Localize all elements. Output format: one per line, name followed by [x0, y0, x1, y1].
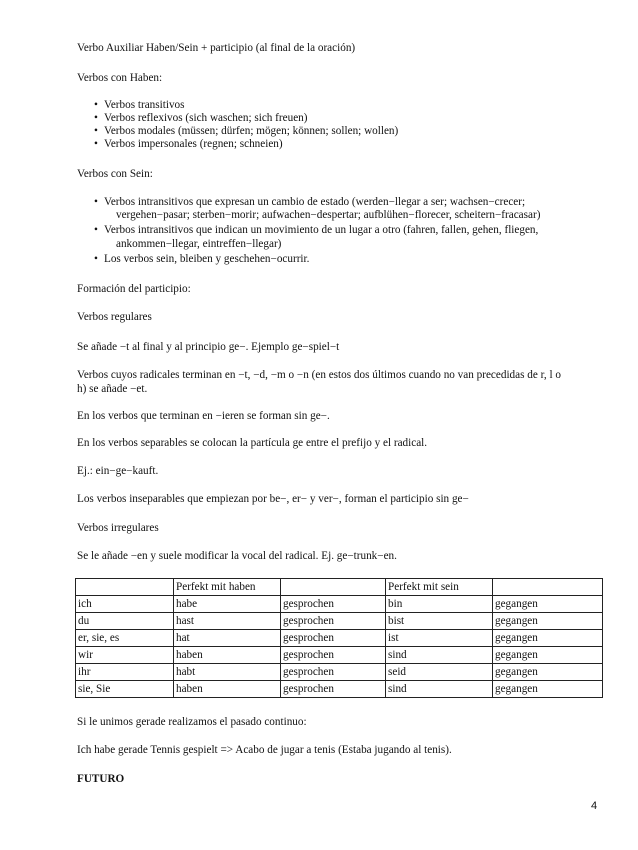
- table-cell: haben: [174, 681, 281, 698]
- table-cell: ich: [76, 596, 174, 613]
- table-cell: gesprochen: [281, 647, 386, 664]
- table-cell: gesprochen: [281, 613, 386, 630]
- table-cell: gesprochen: [281, 681, 386, 698]
- table-cell: du: [76, 613, 174, 630]
- table-cell: bin: [386, 596, 493, 613]
- table-cell: gegangen: [493, 596, 603, 613]
- formacion-title: Formación del participio:: [77, 283, 191, 295]
- sein-item: • Los verbos sein, bleiben y geschehen−ocurrir.: [104, 253, 309, 266]
- table-cell: gesprochen: [281, 596, 386, 613]
- sein-item-cont: ankommen−llegar, eintreffen−llegar): [116, 238, 282, 250]
- haben-title: Verbos con Haben:: [77, 72, 163, 84]
- table-cell: ist: [386, 630, 493, 647]
- table-row: [76, 664, 603, 681]
- haben-item: • Verbos reflexivos (sich waschen; sich freuen): [104, 112, 307, 125]
- section-heading-futuro: FUTURO: [77, 773, 125, 785]
- table-cell: gesprochen: [281, 630, 386, 647]
- table-row: [76, 647, 603, 664]
- table-cell: er, sie, es: [76, 630, 174, 647]
- sein-title: Verbos con Sein:: [77, 168, 153, 180]
- table-header-cell: Perfekt mit sein: [386, 579, 493, 596]
- table-header-cell: [281, 579, 386, 596]
- table-cell: haben: [174, 647, 281, 664]
- table-row: [76, 596, 603, 613]
- perfekt-table: [75, 578, 603, 698]
- table-cell: gesprochen: [281, 664, 386, 681]
- haben-item: • Verbos transitivos: [104, 99, 184, 112]
- paragraph: Se añade −t al final y al principio ge−. Ejemplo ge−spiel−t: [77, 341, 340, 353]
- page-number: 4: [591, 800, 598, 812]
- paragraph: En los verbos separables se colocan la partícula ge entre el prefijo y el radical.: [77, 437, 428, 449]
- table-cell: habe: [174, 596, 281, 613]
- table-cell: ihr: [76, 664, 174, 681]
- paragraph: Se le añade −en y suele modificar la vocal del radical. Ej. ge−trunk−en.: [77, 550, 397, 562]
- sein-item-cont: vergehen−pasar; sterben−morir; aufwachen−despertar; aufblühen−florecer, scheitern−fracasar): [116, 209, 541, 221]
- table-row: [76, 630, 603, 647]
- table-cell: sie, Sie: [76, 681, 174, 698]
- table-header-cell: [76, 579, 174, 596]
- table-cell: sind: [386, 681, 493, 698]
- sein-item: • Verbos intransitivos que indican un movimiento de un lugar a otro (fahren, fallen, gehen, fliegen,: [104, 224, 538, 237]
- table-cell: seid: [386, 664, 493, 681]
- irregulares-title: Verbos irregulares: [77, 522, 159, 534]
- heading: Verbo Auxiliar Haben/Sein + participio (al final de la oración): [77, 42, 356, 54]
- table-header-row: [76, 579, 603, 596]
- table-cell: gegangen: [493, 630, 603, 647]
- table-cell: sind: [386, 647, 493, 664]
- table-cell: bist: [386, 613, 493, 630]
- paragraph: Ich habe gerade Tennis gespielt => Acabo de jugar a tenis (Estaba jugando al tenis).: [77, 744, 452, 756]
- paragraph: Si le unimos gerade realizamos el pasado continuo:: [77, 716, 307, 728]
- table-cell: hast: [174, 613, 281, 630]
- paragraph: En los verbos que terminan en −ieren se forman sin ge−.: [77, 410, 330, 422]
- table-header-cell: Perfekt mit haben: [174, 579, 281, 596]
- table-header-cell: [493, 579, 603, 596]
- table-cell: gegangen: [493, 664, 603, 681]
- table-cell: gegangen: [493, 613, 603, 630]
- table-cell: gegangen: [493, 681, 603, 698]
- paragraph: Los verbos inseparables que empiezan por be−, er− y ver−, forman el participio sin ge−: [77, 493, 469, 505]
- table-row: [76, 681, 603, 698]
- table-cell: wir: [76, 647, 174, 664]
- haben-item: • Verbos impersonales (regnen; schneien): [104, 138, 283, 151]
- table-cell: habt: [174, 664, 281, 681]
- haben-item: • Verbos modales (müssen; dürfen; mögen; können; sollen; wollen): [104, 125, 398, 138]
- table-cell: hat: [174, 630, 281, 647]
- paragraph: Ej.: ein−ge−kauft.: [77, 465, 159, 477]
- regulares-title: Verbos regulares: [77, 311, 152, 323]
- table-row: [76, 613, 603, 630]
- table-cell: gegangen: [493, 647, 603, 664]
- sein-item: • Verbos intransitivos que expresan un cambio de estado (werden−llegar a ser; wachsen−crecer;: [104, 196, 525, 209]
- paragraph: Verbos cuyos radicales terminan en −t, −d, −m o −n (en estos dos últimos cuando no van precedidas de r, l o: [77, 369, 561, 381]
- paragraph: h) se añade −et.: [77, 383, 148, 395]
